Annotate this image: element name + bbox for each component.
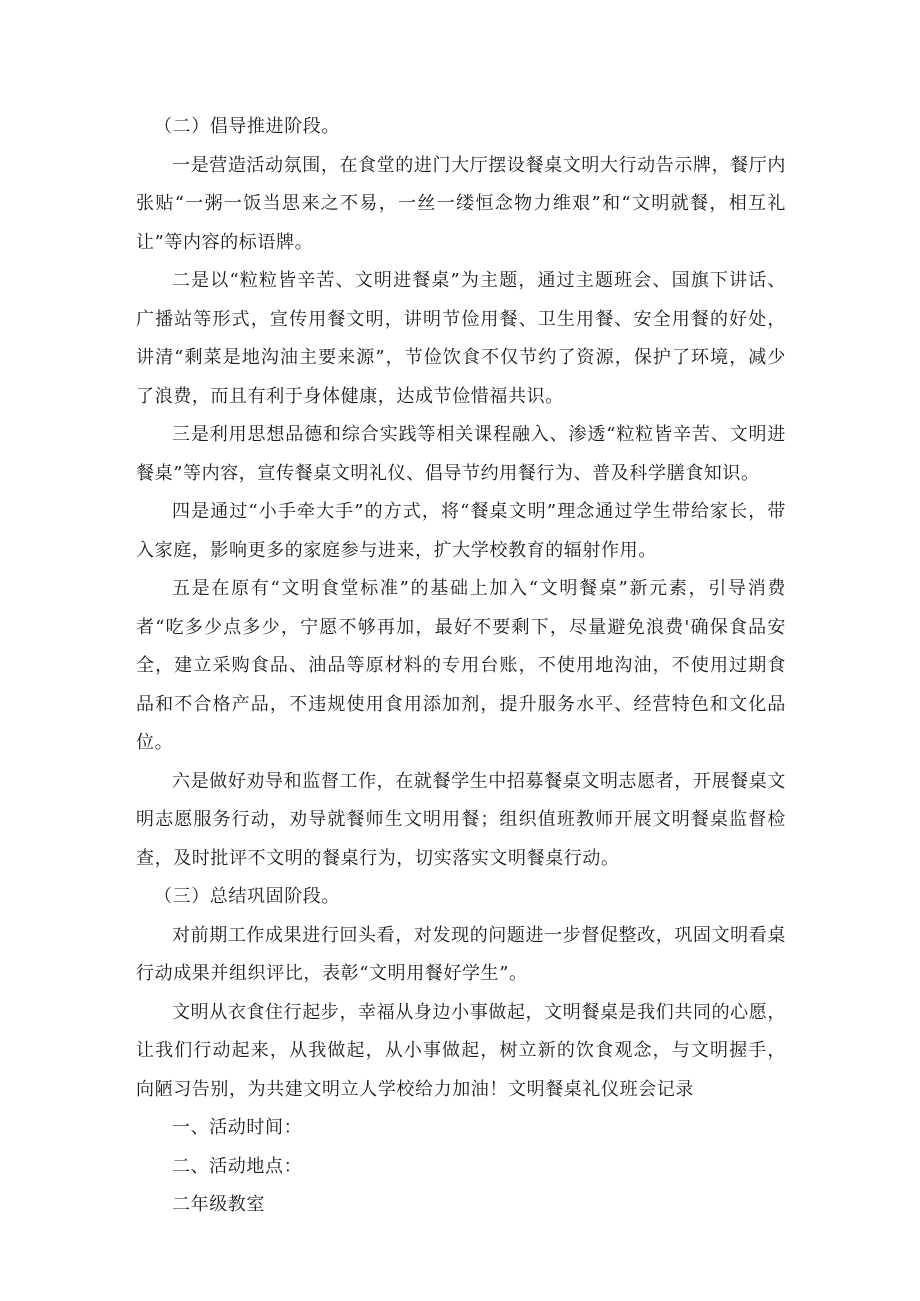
paragraph-8: 文明从衣食住行起步，幸福从身边小事做起，文明餐桌是我们共同的心愿，让我们行动起来，从我做起，从小事做起，树立新的饮食观念，与文明握手，向陋习告别，为共建文明立人学校给力加油！文明餐桌礼仪班会记录 <box>136 1001 786 1100</box>
paragraph-2: 二是以“粒粒皆辛苦、文明进餐桌”为主题，通过主题班会、国旗下讲话、广播站等形式，宣传用餐文明，讲明节俭用餐、卫生用餐、安全用餐的好处，讲清“剩菜是地沟油主要来源”，节俭饮食不仅节约了资源，保护了环境，减少了浪费，而且有利于身体健康，达成节俭惜福共识。 <box>136 270 786 407</box>
document-page <box>136 108 786 1225</box>
paragraph-3: 三是利用思想品德和综合实践等相关课程融入、渗透“粒粒皆辛苦、文明进餐桌”等内容，宣传餐桌文明礼仪、倡导节约用餐行为、普及科学膳食知识。 <box>136 424 786 484</box>
activity-location-value: 二年级教室 <box>172 1194 265 1215</box>
section-heading-2: （二）倡导推进阶段。 <box>154 116 340 137</box>
paragraph-1: 一是营造活动氛围，在食堂的进门大厅摆设餐桌文明大行动告示牌，餐厅内张贴“一粥一饭当思来之不易，一丝一缕恒念物力维艰”和“文明就餐，相互礼让”等内容的标语牌。 <box>136 154 786 253</box>
paragraph-6: 六是做好劝导和监督工作，在就餐学生中招募餐桌文明志愿者，开展餐桌文明志愿服务行动，劝导就餐师生文明用餐；组织值班教师开展文明餐桌监督检查，及时批评不文明的餐桌行为，切实落实文明餐桌行动。 <box>136 770 786 869</box>
section-heading-3: （三）总结巩固阶段。 <box>154 886 340 907</box>
activity-location-label: 二、活动地点： <box>172 1155 303 1177</box>
paragraph-4: 四是通过“小手牵大手”的方式，将“餐桌文明”理念通过学生带给家长，带入家庭，影响更多的家庭参与进来，扩大学校教育的辐射作用。 <box>136 501 786 561</box>
paragraph-7: 对前期工作成果进行回头看，对发现的问题进一步督促整改，巩固文明看桌行动成果并组织评比，表彰“文明用餐好学生”。 <box>136 924 786 984</box>
paragraph-5: 五是在原有“文明食堂标准”的基础上加入“文明餐桌”新元素，引导消费者“吃多少点多少，宁愿不够再加，最好不要剩下，尽量避免浪费'确保食品安全，建立采购食品、油品等原材料的专用台账，不使用地沟油，不使用过期食品和不合格产品，不违规使用食用添加剂，提升服务水平、经营特色和文化品位。 <box>136 578 786 753</box>
activity-time-label: 一、活动时间： <box>172 1117 303 1138</box>
